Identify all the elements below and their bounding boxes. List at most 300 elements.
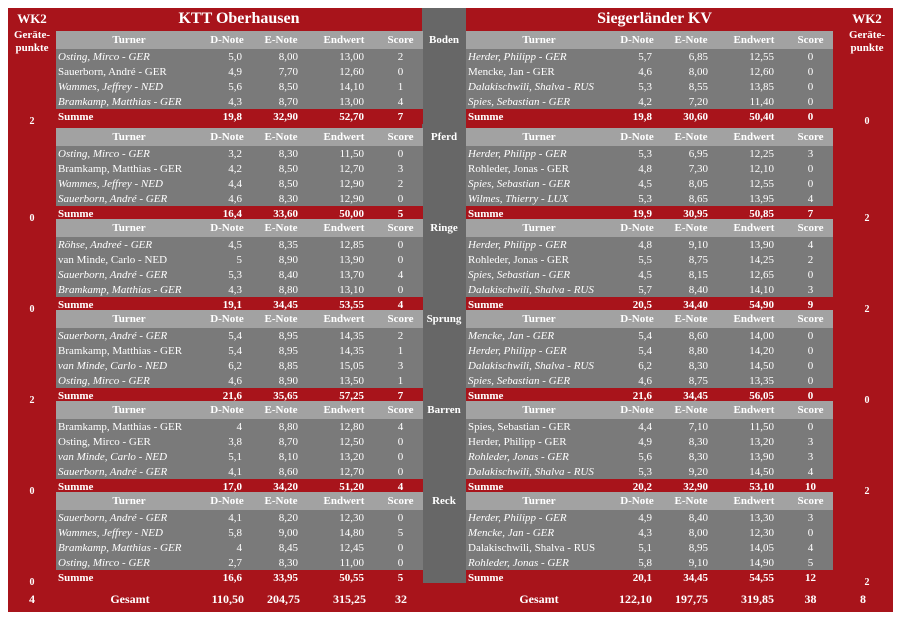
header-endwert: Endwert xyxy=(733,34,775,46)
cell-score: 0 xyxy=(807,50,814,63)
header-dnote: D-Note xyxy=(620,495,654,507)
header-turner: Turner xyxy=(112,222,146,234)
sum-score: 10 xyxy=(805,480,816,493)
cell-enote: 8,30 xyxy=(688,435,708,448)
cell-enote: 8,30 xyxy=(278,147,298,160)
cell-turner: Bramkamp, Matthias - GER xyxy=(58,283,182,296)
cell-enote: 8,00 xyxy=(688,526,708,539)
sum-turner: Summe xyxy=(58,480,94,493)
table-row xyxy=(466,161,833,176)
right-geraetepunkte-pferd: 2 xyxy=(864,213,870,224)
cell-score: 2 xyxy=(397,177,404,190)
cell-endwert: 14,90 xyxy=(749,556,774,569)
table-row xyxy=(56,358,423,373)
cell-score: 0 xyxy=(397,556,404,569)
cell-score: 3 xyxy=(807,147,814,160)
header-score: Score xyxy=(387,34,414,46)
sum-enote: 33,95 xyxy=(273,571,298,584)
sum-dnote: 19,8 xyxy=(632,110,652,123)
cell-dnote: 5,4 xyxy=(638,344,652,357)
cell-dnote: 5,7 xyxy=(638,283,652,296)
cell-dnote: 4,1 xyxy=(228,465,242,478)
cell-turner: van Minde, Carlo - NED xyxy=(58,359,168,372)
left-geraete-label-2: punkte xyxy=(15,42,49,54)
header-endwert: Endwert xyxy=(733,495,775,507)
cell-dnote: 5,4 xyxy=(228,329,242,342)
cell-dnote: 4,6 xyxy=(638,374,652,387)
header-enote: E-Note xyxy=(264,313,298,325)
cell-turner: Herder, Philipp - GER xyxy=(468,238,567,251)
cell-score: 3 xyxy=(807,511,814,524)
table-row xyxy=(56,146,423,161)
left-total-endwert: 315,25 xyxy=(333,591,366,606)
cell-turner: van Minde, Carlo - NED xyxy=(58,253,168,266)
cell-endwert: 11,00 xyxy=(339,556,364,569)
cell-endwert: 12,65 xyxy=(749,268,774,281)
table-row xyxy=(56,49,423,64)
cell-enote: 7,30 xyxy=(688,162,708,175)
header-turner: Turner xyxy=(522,34,556,46)
cell-endwert: 13,30 xyxy=(749,511,774,524)
cell-enote: 8,45 xyxy=(278,541,298,554)
header-dnote: D-Note xyxy=(210,34,244,46)
header-score: Score xyxy=(797,404,824,416)
cell-turner: Bramkamp, Matthias - GER xyxy=(58,344,183,357)
header-dnote: D-Note xyxy=(620,404,654,416)
left-total-label: Gesamt xyxy=(110,591,150,606)
cell-turner: Herder, Philipp - GER xyxy=(468,50,567,63)
cell-enote: 8,55 xyxy=(688,80,708,93)
right-geraetepunkte-boden: 0 xyxy=(864,116,870,127)
cell-turner: Spies, Sebastian - GER xyxy=(468,95,571,108)
cell-endwert: 14,35 xyxy=(339,344,364,357)
header-endwert: Endwert xyxy=(323,34,365,46)
header-score: Score xyxy=(797,222,824,234)
cell-enote: 8,80 xyxy=(278,283,298,296)
cell-turner: Mencke, Jan - GER xyxy=(468,329,555,342)
sum-dnote: 19,9 xyxy=(632,207,652,220)
sum-score: 5 xyxy=(397,571,404,584)
left-column-header xyxy=(56,401,423,419)
cell-endwert: 11,50 xyxy=(339,147,364,160)
cell-turner: Bramkamp, Matthias - GER xyxy=(58,420,183,433)
header-turner: Turner xyxy=(112,495,146,507)
cell-endwert: 12,90 xyxy=(339,177,364,190)
sum-dnote: 16,4 xyxy=(222,207,242,220)
header-enote: E-Note xyxy=(264,404,298,416)
sum-score: 9 xyxy=(807,298,814,311)
table-row xyxy=(56,282,423,297)
cell-score: 0 xyxy=(397,238,404,251)
cell-score: 0 xyxy=(397,283,404,296)
sum-score: 7 xyxy=(807,207,814,220)
header-enote: E-Note xyxy=(264,131,298,143)
cell-score: 4 xyxy=(807,238,814,251)
cell-turner: Wilmes, Thierry - LUX xyxy=(468,192,569,205)
header-dnote: D-Note xyxy=(620,313,654,325)
cell-turner: Rohleder, Jonas - GER xyxy=(468,253,569,266)
sum-endwert: 54,55 xyxy=(749,571,774,584)
header-enote: E-Note xyxy=(674,313,708,325)
sum-turner: Summe xyxy=(58,110,94,123)
cell-dnote: 4,9 xyxy=(638,435,652,448)
table-row xyxy=(466,464,833,479)
cell-score: 0 xyxy=(807,359,814,372)
right-column-header xyxy=(466,128,833,146)
cell-score: 0 xyxy=(807,329,814,342)
table-row xyxy=(56,343,423,358)
sum-endwert: 50,55 xyxy=(339,571,364,584)
cell-enote: 8,30 xyxy=(688,359,708,372)
cell-dnote: 4 xyxy=(236,420,242,433)
cell-endwert: 12,25 xyxy=(749,147,774,160)
cell-endwert: 12,45 xyxy=(339,541,364,554)
cell-score: 0 xyxy=(397,435,404,448)
left-total-dnote: 110,50 xyxy=(211,591,244,606)
sum-score: 7 xyxy=(397,110,404,123)
cell-score: 0 xyxy=(397,192,404,205)
cell-turner: Dalakischwili, Shalva - RUS xyxy=(468,465,594,478)
left-total-row xyxy=(8,590,422,608)
right-column-header xyxy=(466,219,833,237)
cell-enote: 8,40 xyxy=(688,283,708,296)
cell-dnote: 4,4 xyxy=(638,420,652,433)
header-endwert: Endwert xyxy=(323,222,365,234)
cell-score: 3 xyxy=(807,283,814,296)
right-block-reck xyxy=(466,492,833,585)
cell-endwert: 13,10 xyxy=(339,283,364,296)
sum-turner: Summe xyxy=(468,480,504,493)
cell-turner: van Minde, Carlo - NED xyxy=(58,450,168,463)
cell-endwert: 12,55 xyxy=(749,177,774,190)
sum-enote: 33,60 xyxy=(273,207,298,220)
cell-turner: Sauerborn, André - GER xyxy=(58,329,168,342)
cell-score: 4 xyxy=(807,465,814,478)
sum-row xyxy=(466,570,833,585)
cell-endwert: 14,25 xyxy=(749,253,774,266)
cell-dnote: 4,5 xyxy=(638,177,652,190)
cell-turner: Röhse, Andreé - GER xyxy=(58,238,153,251)
sum-dnote: 20,5 xyxy=(632,298,652,311)
table-row xyxy=(56,161,423,176)
cell-dnote: 3,8 xyxy=(228,435,242,448)
left-total-enote: 204,75 xyxy=(267,591,300,606)
table-row xyxy=(56,510,423,525)
cell-dnote: 4 xyxy=(236,541,242,554)
cell-endwert: 13,00 xyxy=(339,50,364,63)
cell-turner: Osting, Mirco - GER xyxy=(58,556,150,569)
sum-enote: 34,45 xyxy=(683,389,708,402)
header-score: Score xyxy=(387,131,414,143)
left-column-header xyxy=(56,492,423,510)
cell-enote: 8,90 xyxy=(278,253,298,266)
cell-dnote: 5,3 xyxy=(228,268,242,281)
sum-enote: 34,45 xyxy=(683,571,708,584)
cell-endwert: 13,20 xyxy=(749,435,774,448)
sum-score: 5 xyxy=(397,207,404,220)
header-turner: Turner xyxy=(522,404,556,416)
left-block-sprung xyxy=(56,310,423,403)
cell-score: 3 xyxy=(397,359,404,372)
cell-endwert: 12,90 xyxy=(339,192,364,205)
sum-dnote: 17,0 xyxy=(222,480,242,493)
cell-score: 1 xyxy=(397,344,404,357)
cell-enote: 8,50 xyxy=(278,80,298,93)
header-dnote: D-Note xyxy=(210,495,244,507)
table-row xyxy=(56,191,423,206)
left-geraete-label-1: Geräte- xyxy=(13,29,51,41)
cell-endwert: 13,90 xyxy=(339,253,364,266)
header-score: Score xyxy=(387,495,414,507)
cell-endwert: 12,70 xyxy=(339,465,364,478)
cell-score: 0 xyxy=(807,344,814,357)
cell-dnote: 4,3 xyxy=(228,283,242,296)
table-row xyxy=(466,343,833,358)
cell-enote: 8,00 xyxy=(688,65,708,78)
cell-enote: 8,60 xyxy=(278,465,298,478)
table-row xyxy=(466,252,833,267)
left-geraetepunkte-reck: 0 xyxy=(29,577,35,588)
sum-row xyxy=(56,570,423,585)
sum-row xyxy=(466,109,833,124)
cell-dnote: 5,1 xyxy=(638,541,652,554)
cell-dnote: 4,2 xyxy=(228,162,242,175)
cell-enote: 8,95 xyxy=(688,541,708,554)
cell-enote: 9,10 xyxy=(688,556,708,569)
cell-score: 4 xyxy=(397,420,404,433)
table-row xyxy=(56,267,423,282)
header-enote: E-Note xyxy=(674,404,708,416)
cell-endwert: 13,85 xyxy=(749,80,774,93)
cell-endwert: 13,90 xyxy=(749,450,774,463)
cell-turner: Osting, Mirco - GER xyxy=(58,50,150,63)
cell-endwert: 14,05 xyxy=(749,541,774,554)
cell-turner: Wammes, Jeffrey - NED xyxy=(58,526,163,539)
cell-enote: 8,80 xyxy=(688,344,708,357)
apparatus-label-pferd: Pferd xyxy=(430,131,458,143)
cell-turner: Spies, Sebastian - GER xyxy=(468,420,571,433)
table-row xyxy=(56,94,423,109)
sum-endwert: 56,05 xyxy=(749,389,774,402)
header-enote: E-Note xyxy=(674,131,708,143)
header-endwert: Endwert xyxy=(733,222,775,234)
right-total-score: 38 xyxy=(804,591,817,606)
table-row xyxy=(466,176,833,191)
left-geraetepunkte-boden: 2 xyxy=(29,116,35,127)
cell-enote: 8,00 xyxy=(278,50,298,63)
cell-dnote: 4,6 xyxy=(228,192,242,205)
cell-endwert: 12,85 xyxy=(339,238,364,251)
cell-endwert: 14,20 xyxy=(749,344,774,357)
cell-enote: 8,85 xyxy=(278,359,298,372)
sum-enote: 34,40 xyxy=(683,298,708,311)
right-geraetepunkte-ringe: 2 xyxy=(864,304,870,315)
right-wk-header xyxy=(843,11,891,55)
cell-endwert: 12,70 xyxy=(339,162,364,175)
cell-endwert: 14,10 xyxy=(749,283,774,296)
cell-endwert: 12,80 xyxy=(339,420,364,433)
left-wk-header xyxy=(8,11,56,55)
cell-score: 1 xyxy=(397,374,404,387)
right-block-sprung xyxy=(466,310,833,403)
cell-turner: Bramkamp, Matthias - GER xyxy=(58,541,182,554)
cell-endwert: 12,30 xyxy=(749,526,774,539)
header-turner: Turner xyxy=(522,313,556,325)
cell-endwert: 13,00 xyxy=(339,95,364,108)
cell-endwert: 14,50 xyxy=(749,465,774,478)
cell-enote: 7,70 xyxy=(278,65,298,78)
header-enote: E-Note xyxy=(674,495,708,507)
cell-score: 5 xyxy=(807,556,814,569)
sum-score: 4 xyxy=(397,298,404,311)
sum-turner: Summe xyxy=(468,389,504,402)
table-row xyxy=(56,434,423,449)
right-geraetepunkte-reck: 2 xyxy=(864,577,870,588)
cell-endwert: 15,05 xyxy=(339,359,364,372)
table-row xyxy=(466,328,833,343)
right-total-points: 8 xyxy=(860,591,866,606)
cell-dnote: 4,5 xyxy=(638,268,652,281)
right-column-header xyxy=(466,31,833,49)
cell-enote: 9,20 xyxy=(688,465,708,478)
cell-dnote: 4,3 xyxy=(638,526,652,539)
cell-endwert: 12,10 xyxy=(749,162,774,175)
cell-dnote: 4,8 xyxy=(638,238,652,251)
sum-endwert: 50,85 xyxy=(749,207,774,220)
cell-dnote: 2,7 xyxy=(228,556,242,569)
cell-enote: 8,05 xyxy=(688,177,708,190)
left-column-header xyxy=(56,128,423,146)
cell-endwert: 13,70 xyxy=(339,268,364,281)
sum-enote: 30,95 xyxy=(683,207,708,220)
cell-enote: 6,85 xyxy=(688,50,708,63)
cell-turner: Mencke, Jan - GER xyxy=(468,65,555,78)
left-block-ringe xyxy=(56,219,423,312)
cell-turner: Herder, Philipp - GER xyxy=(468,147,567,160)
table-row xyxy=(466,525,833,540)
cell-turner: Herder, Philipp - GER xyxy=(468,511,567,524)
cell-enote: 8,95 xyxy=(278,344,298,357)
cell-dnote: 5,3 xyxy=(638,147,652,160)
cell-score: 4 xyxy=(397,268,404,281)
sum-endwert: 50,00 xyxy=(339,207,364,220)
cell-dnote: 4,4 xyxy=(228,177,242,190)
right-column-header xyxy=(466,492,833,510)
sum-enote: 32,90 xyxy=(273,110,298,123)
header-dnote: D-Note xyxy=(210,222,244,234)
table-row xyxy=(466,79,833,94)
cell-enote: 8,75 xyxy=(688,374,708,387)
sum-dnote: 20,2 xyxy=(632,480,652,493)
table-row xyxy=(466,510,833,525)
sum-enote: 30,60 xyxy=(683,110,708,123)
cell-turner: Sauerborn, André - GER xyxy=(58,65,167,78)
table-row xyxy=(466,49,833,64)
cell-score: 0 xyxy=(807,162,814,175)
cell-enote: 8,70 xyxy=(278,95,298,108)
table-row xyxy=(466,358,833,373)
header-endwert: Endwert xyxy=(323,313,365,325)
cell-endwert: 13,20 xyxy=(339,450,364,463)
cell-turner: Herder, Philipp - GER xyxy=(468,435,567,448)
sum-score: 12 xyxy=(805,571,816,584)
table-row xyxy=(466,555,833,570)
cell-enote: 8,80 xyxy=(278,420,298,433)
cell-turner: Dalakischwili, Shalva - RUS xyxy=(468,80,594,93)
cell-turner: Mencke, Jan - GER xyxy=(468,526,555,539)
sum-endwert: 53,10 xyxy=(749,480,774,493)
sum-dnote: 20,1 xyxy=(632,571,652,584)
right-column-header xyxy=(466,401,833,419)
cell-turner: Herder, Philipp - GER xyxy=(468,344,567,357)
cell-endwert: 12,60 xyxy=(339,65,364,78)
sum-row xyxy=(56,109,423,124)
left-geraetepunkte-ringe: 0 xyxy=(29,304,35,315)
table-row xyxy=(466,449,833,464)
right-block-boden xyxy=(466,31,833,124)
sum-score: 0 xyxy=(807,110,814,123)
cell-score: 2 xyxy=(397,50,404,63)
cell-dnote: 6,2 xyxy=(228,359,242,372)
table-row xyxy=(56,176,423,191)
table-row xyxy=(466,64,833,79)
header-turner: Turner xyxy=(112,313,146,325)
cell-endwert: 14,80 xyxy=(339,526,364,539)
table-row xyxy=(56,419,423,434)
header-score: Score xyxy=(797,495,824,507)
left-geraetepunkte-barren: 0 xyxy=(29,486,35,497)
cell-dnote: 5 xyxy=(236,253,242,266)
left-column-header xyxy=(56,310,423,328)
left-geraetepunkte-pferd: 0 xyxy=(29,213,35,224)
header-enote: E-Note xyxy=(264,222,298,234)
header-enote: E-Note xyxy=(674,34,708,46)
cell-turner: Bramkamp, Matthias - GER xyxy=(58,95,182,108)
cell-enote: 8,30 xyxy=(278,556,298,569)
sum-endwert: 50,40 xyxy=(749,110,774,123)
cell-turner: Wammes, Jeffrey - NED xyxy=(58,177,163,190)
cell-score: 0 xyxy=(807,65,814,78)
cell-enote: 8,50 xyxy=(278,177,298,190)
cell-score: 0 xyxy=(807,80,814,93)
cell-dnote: 5,1 xyxy=(228,450,242,463)
cell-dnote: 4,3 xyxy=(228,95,242,108)
cell-enote: 8,95 xyxy=(278,329,298,342)
cell-enote: 7,10 xyxy=(688,420,708,433)
cell-dnote: 5,3 xyxy=(638,80,652,93)
cell-turner: Sauerborn, André - GER xyxy=(58,465,168,478)
cell-turner: Rohleder, Jonas - GER xyxy=(468,556,569,569)
sum-score: 4 xyxy=(397,480,404,493)
cell-endwert: 13,90 xyxy=(749,238,774,251)
cell-score: 0 xyxy=(397,65,404,78)
table-row xyxy=(466,94,833,109)
apparatus-label-barren: Barren xyxy=(427,404,461,416)
sum-endwert: 51,20 xyxy=(339,480,364,493)
cell-score: 0 xyxy=(397,450,404,463)
cell-score: 2 xyxy=(807,253,814,266)
cell-turner: Rohleder, Jonas - GER xyxy=(468,450,569,463)
apparatus-label-sprung: Sprung xyxy=(426,313,462,325)
header-score: Score xyxy=(797,131,824,143)
cell-endwert: 14,35 xyxy=(339,329,364,342)
cell-score: 0 xyxy=(807,268,814,281)
cell-endwert: 11,50 xyxy=(749,420,774,433)
cell-endwert: 11,40 xyxy=(749,95,774,108)
table-row xyxy=(466,373,833,388)
sum-dnote: 16,6 xyxy=(222,571,242,584)
cell-endwert: 13,95 xyxy=(749,192,774,205)
